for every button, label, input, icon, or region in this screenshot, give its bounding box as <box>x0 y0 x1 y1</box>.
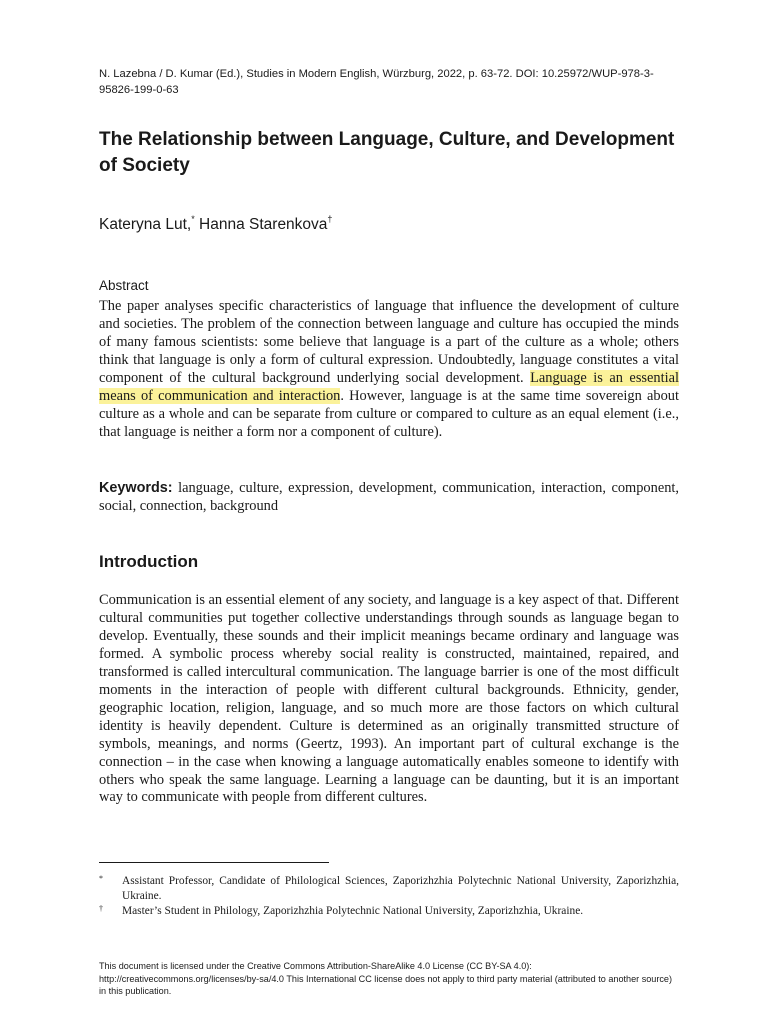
footnote-marker[interactable]: † <box>327 214 333 224</box>
citation-header: N. Lazebna / D. Kumar (Ed.), Studies in Modern English, Würzburg, 2022, p. 63-72. DOI: 10.25972/WUP-978-3-95826-199-0-63 <box>99 68 654 96</box>
introduction-paragraph: Communication is an essential element of any society, and language is a key aspect of that. Different cultural communities put together collective understandings through sounds as language began to develop. Eventually, these sounds and their implicit meanings became ordinary and language was formed. A symbolic process whereby social reality is constructed, maintained, repaired, and transformed is called intercultural communication. The language barrier is one of the most difficult moments in the interaction of people with different cultural backgrounds. Ethnicity, gender, geographic location, religion, language, and so much more are those factors on which cultural identity is heavily dependent. Culture is determined as an originally transmitted structure of symbols, meanings, and norms (Geertz, 1993). An important part of cultural exchange is the connection – in the case when knowing a language automatically enables someone to identify with others who speak the same language. Learning a language can be daunting, but it is an important way to communicate with people from different cultures. <box>99 592 679 806</box>
highlighted-text[interactable]: Language is an essential means of communication and interaction <box>99 369 679 404</box>
footnote-mark: * <box>99 874 103 883</box>
footnote-divider <box>99 862 329 863</box>
author-list <box>99 215 332 235</box>
footnote-item <box>99 874 679 904</box>
keywords-line <box>99 480 679 516</box>
abstract-text-part: The paper analyses specific characteristics of language that influence the development of culture and societies. The problem of the connection between language and culture has occupied the minds of many famous scientists: some believe that language is a part of the culture as a whole; others think that language is only a form of cultural expression. Undoubtedly, language constitutes a vital component of the cultural background underlying social development. <box>99 298 679 386</box>
paper-title: The Relationship between Language, Culture, and Development of Society <box>99 129 675 176</box>
abstract-heading: Abstract <box>99 278 149 293</box>
keywords-text: language, culture, expression, development, communication, interaction, component, social, connection, background <box>99 480 679 514</box>
author-name: Hanna Starenkova <box>199 216 328 233</box>
author-name: Kateryna Lut, <box>99 216 192 233</box>
footnote-item <box>99 904 679 919</box>
footnote-text: Master’s Student in Philology, Zaporizhzhia Polytechnic National University, Zaporizhzhia, Ukraine. <box>122 905 584 917</box>
abstract-text-part: . However, language is at the same time sovereign about culture as a whole and can be separate from culture or compared to culture as an equal element (i.e., that language is neither a form nor a component of culture). <box>99 387 679 440</box>
footnote-marker[interactable]: * <box>191 214 195 224</box>
footnotes <box>99 874 679 919</box>
license-notice: This document is licensed under the Creative Commons Attribution-ShareAlike 4.0 License (CC BY-SA 4.0): http://creativecommons.org/licenses/by-sa/4.0 This International CC license does not apply to third party material (attributed to another source) in this publication. <box>99 961 673 996</box>
footnote-text: Assistant Professor, Candidate of Philological Sciences, Zaporizhzhia Polytechnic National University, Zaporizhzhia, Ukraine. <box>122 875 679 902</box>
footnote-mark: † <box>99 904 103 913</box>
keywords-label: Keywords: <box>99 480 173 496</box>
section-heading-introduction: Introduction <box>99 552 199 571</box>
abstract-text <box>99 298 679 442</box>
